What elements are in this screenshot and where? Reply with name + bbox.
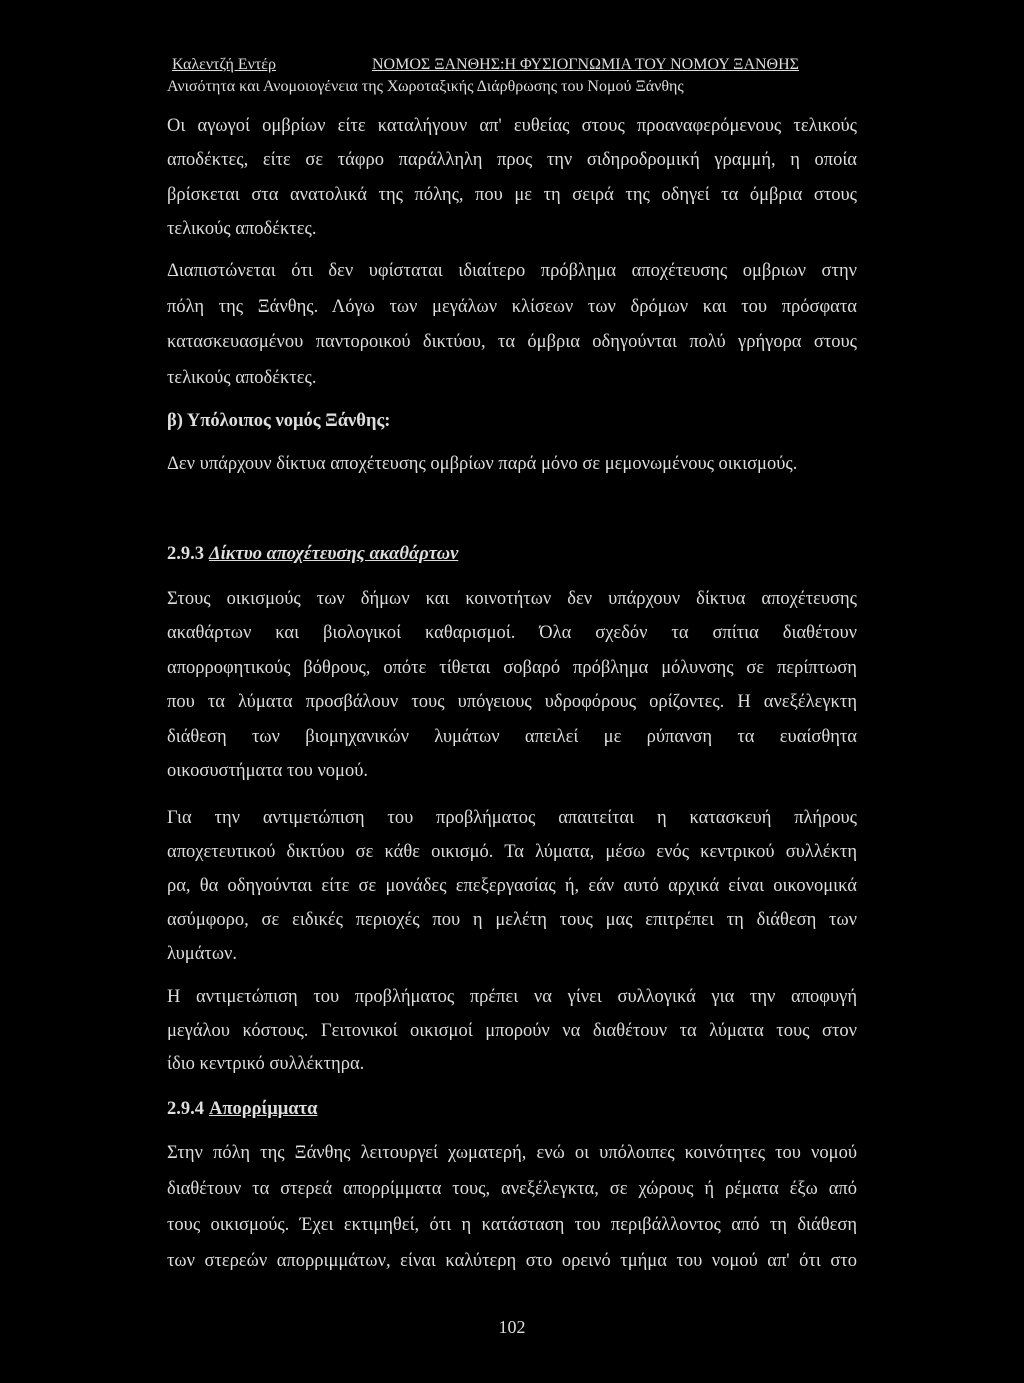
paragraph-line: διαθέτουν τα στερεά απορρίμματα τους, ανεξέλεγκτα, σε χώρους ή ρέματα έξω από [167, 1179, 857, 1199]
paragraph [167, 582, 857, 788]
subheading [167, 404, 857, 438]
paragraph-line: Στην πόλη της Ξάνθης λειτουργεί χωματερή, ενώ οι υπόλοιπες κοινότητες του νομού [167, 1143, 857, 1163]
paragraph [167, 801, 857, 971]
paragraph [167, 109, 857, 246]
header-author: Καλεντζή Εντέρ [172, 56, 276, 73]
paragraph-line: Για την αντιμετώπιση του προβλήματος απαιτείται η κατασκευή πλήρους [167, 808, 857, 828]
paragraph [167, 447, 857, 481]
paragraph-line: τελικούς αποδέκτες. [167, 218, 317, 239]
paragraph-line: βρίσκεται στα ανατολικά της πόλης, που με τη σειρά της οδηγεί τα όμβρια στους [167, 184, 857, 205]
paragraph-line: αποχετευτικού δικτύου σε κάθε οικισμό. Τα λύματα, μέσω ενός κεντρικού συλλέκτη [167, 842, 857, 862]
paragraph [167, 254, 857, 396]
paragraph-line: αποδέκτες, είτε σε τάφρο παράλληλη προς την σιδηροδρομική γραμμή, η οποία [167, 150, 857, 171]
section-heading [167, 537, 857, 571]
paragraph-line: Στους οικισμούς των δήμων και κοινοτήτων δεν υπάρχουν δίκτυα αποχέτευσης [167, 589, 857, 609]
running-header [0, 55, 1024, 75]
paragraph-line: Δεν υπάρχουν δίκτυα αποχέτευσης ομβρίων παρά μόνο σε μεμονωμένους οικισμούς. [167, 454, 798, 474]
paragraph-line: Διαπιστώνεται ότι δεν υφίσταται ιδιαίτερο πρόβλημα αποχέτευσης ομβριων στην [167, 261, 857, 281]
header-subtitle: Ανισότητα και Ανομοιογένεια της Χωροταξικής Διάρθρωσης του Νομού Ξάνθης [167, 78, 684, 95]
section-title: Απορρίμματα [209, 1099, 318, 1119]
paragraph-line: ακαθάρτων και βιολογικοί καθαρισμοί. Όλα σχεδόν τα σπίτια διαθέτουν [167, 623, 857, 644]
section-number: 2.9.3 [167, 544, 204, 564]
paragraph [167, 981, 857, 1082]
paragraph-line: Η αντιμετώπιση του προβλήματος πρέπει να γίνει συλλογικά για την αποφυγή [167, 987, 857, 1007]
paragraph-line: διάθεση των βιομηχανικών λυμάτων απειλεί με ρύπανση τα ευαίσθητα [167, 726, 857, 747]
section-title: Δίκτυο αποχέτευσης ακαθάρτων [209, 544, 459, 564]
paragraph-line: Οι αγωγοί ομβρίων είτε καταλήγουν απ' ευθείας στους προαναφερόμενους τελικούς [167, 116, 857, 136]
paragraph-line: τους οικισμούς. Έχει εκτιμηθεί, ότι η κατάσταση του περιβάλλοντος από τη διάθεση [167, 1215, 857, 1235]
paragraph-line: των στερεών απορριμμάτων, είναι καλύτερη στο ορεινό τμήμα του νομού απ' ότι στο [167, 1251, 857, 1271]
section-heading-line [167, 537, 857, 571]
paragraph-line: ασύμφορο, σε ειδικές περιοχές που η μελέτη τους μας επιτρέπει τη διάθεση των [167, 910, 857, 930]
paragraph [167, 1135, 857, 1279]
paragraph-line: κατασκευασμένου παντοροικού δικτύου, τα όμβρια οδηγούνται πολύ γρήγορα στους [167, 332, 857, 353]
paragraph-line: που τα λύματα προσβάλουν τους υπόγειους υδροφόρους ορίζοντες. Η ανεξέλεγκτη [167, 692, 857, 713]
paragraph-line: πόλη της Ξάνθης. Λόγω των μεγάλων κλίσεων των δρόμων και του πρόσφατα [167, 296, 857, 317]
paragraph-line: οικοσυστήματα του νομού. [167, 761, 369, 782]
page-number: 102 [498, 1317, 526, 1337]
paragraph-line: απορροφητικούς βόθρους, οπότε τίθεται σοβαρό πρόβλημα μόλυνσης σε περίπτωση [167, 657, 857, 678]
paragraph-line: τελικούς αποδέκτες. [167, 367, 317, 388]
paragraph-line: ίδιο κεντρικό συλλέκτηρα. [167, 1054, 365, 1074]
paragraph-line: λυμάτων. [167, 944, 238, 964]
paragraph-line: ρα, θα οδηγούνται είτε σε μονάδες επεξεργασίας ή, εάν αυτό αρχικά είναι οικονομικά [167, 876, 857, 896]
paragraph-line: μεγάλου κόστους. Γειτονικοί οικισμοί μπορούν να διαθέτουν τα λύματα τους στον [167, 1020, 857, 1041]
section-number: 2.9.4 [167, 1099, 204, 1119]
section-heading-line [167, 1092, 857, 1126]
header-title: ΝΟΜΟΣ ΞΑΝΘΗΣ:Η ΦΥΣΙΟΓΝΩΜΙΑ ΤΟΥ ΝΟΜΟΥ ΞΑΝΘΗΣ [372, 56, 799, 73]
section-heading [167, 1092, 857, 1126]
subheading-text: β) Υπόλοιπος νομός Ξάνθης: [167, 411, 391, 431]
